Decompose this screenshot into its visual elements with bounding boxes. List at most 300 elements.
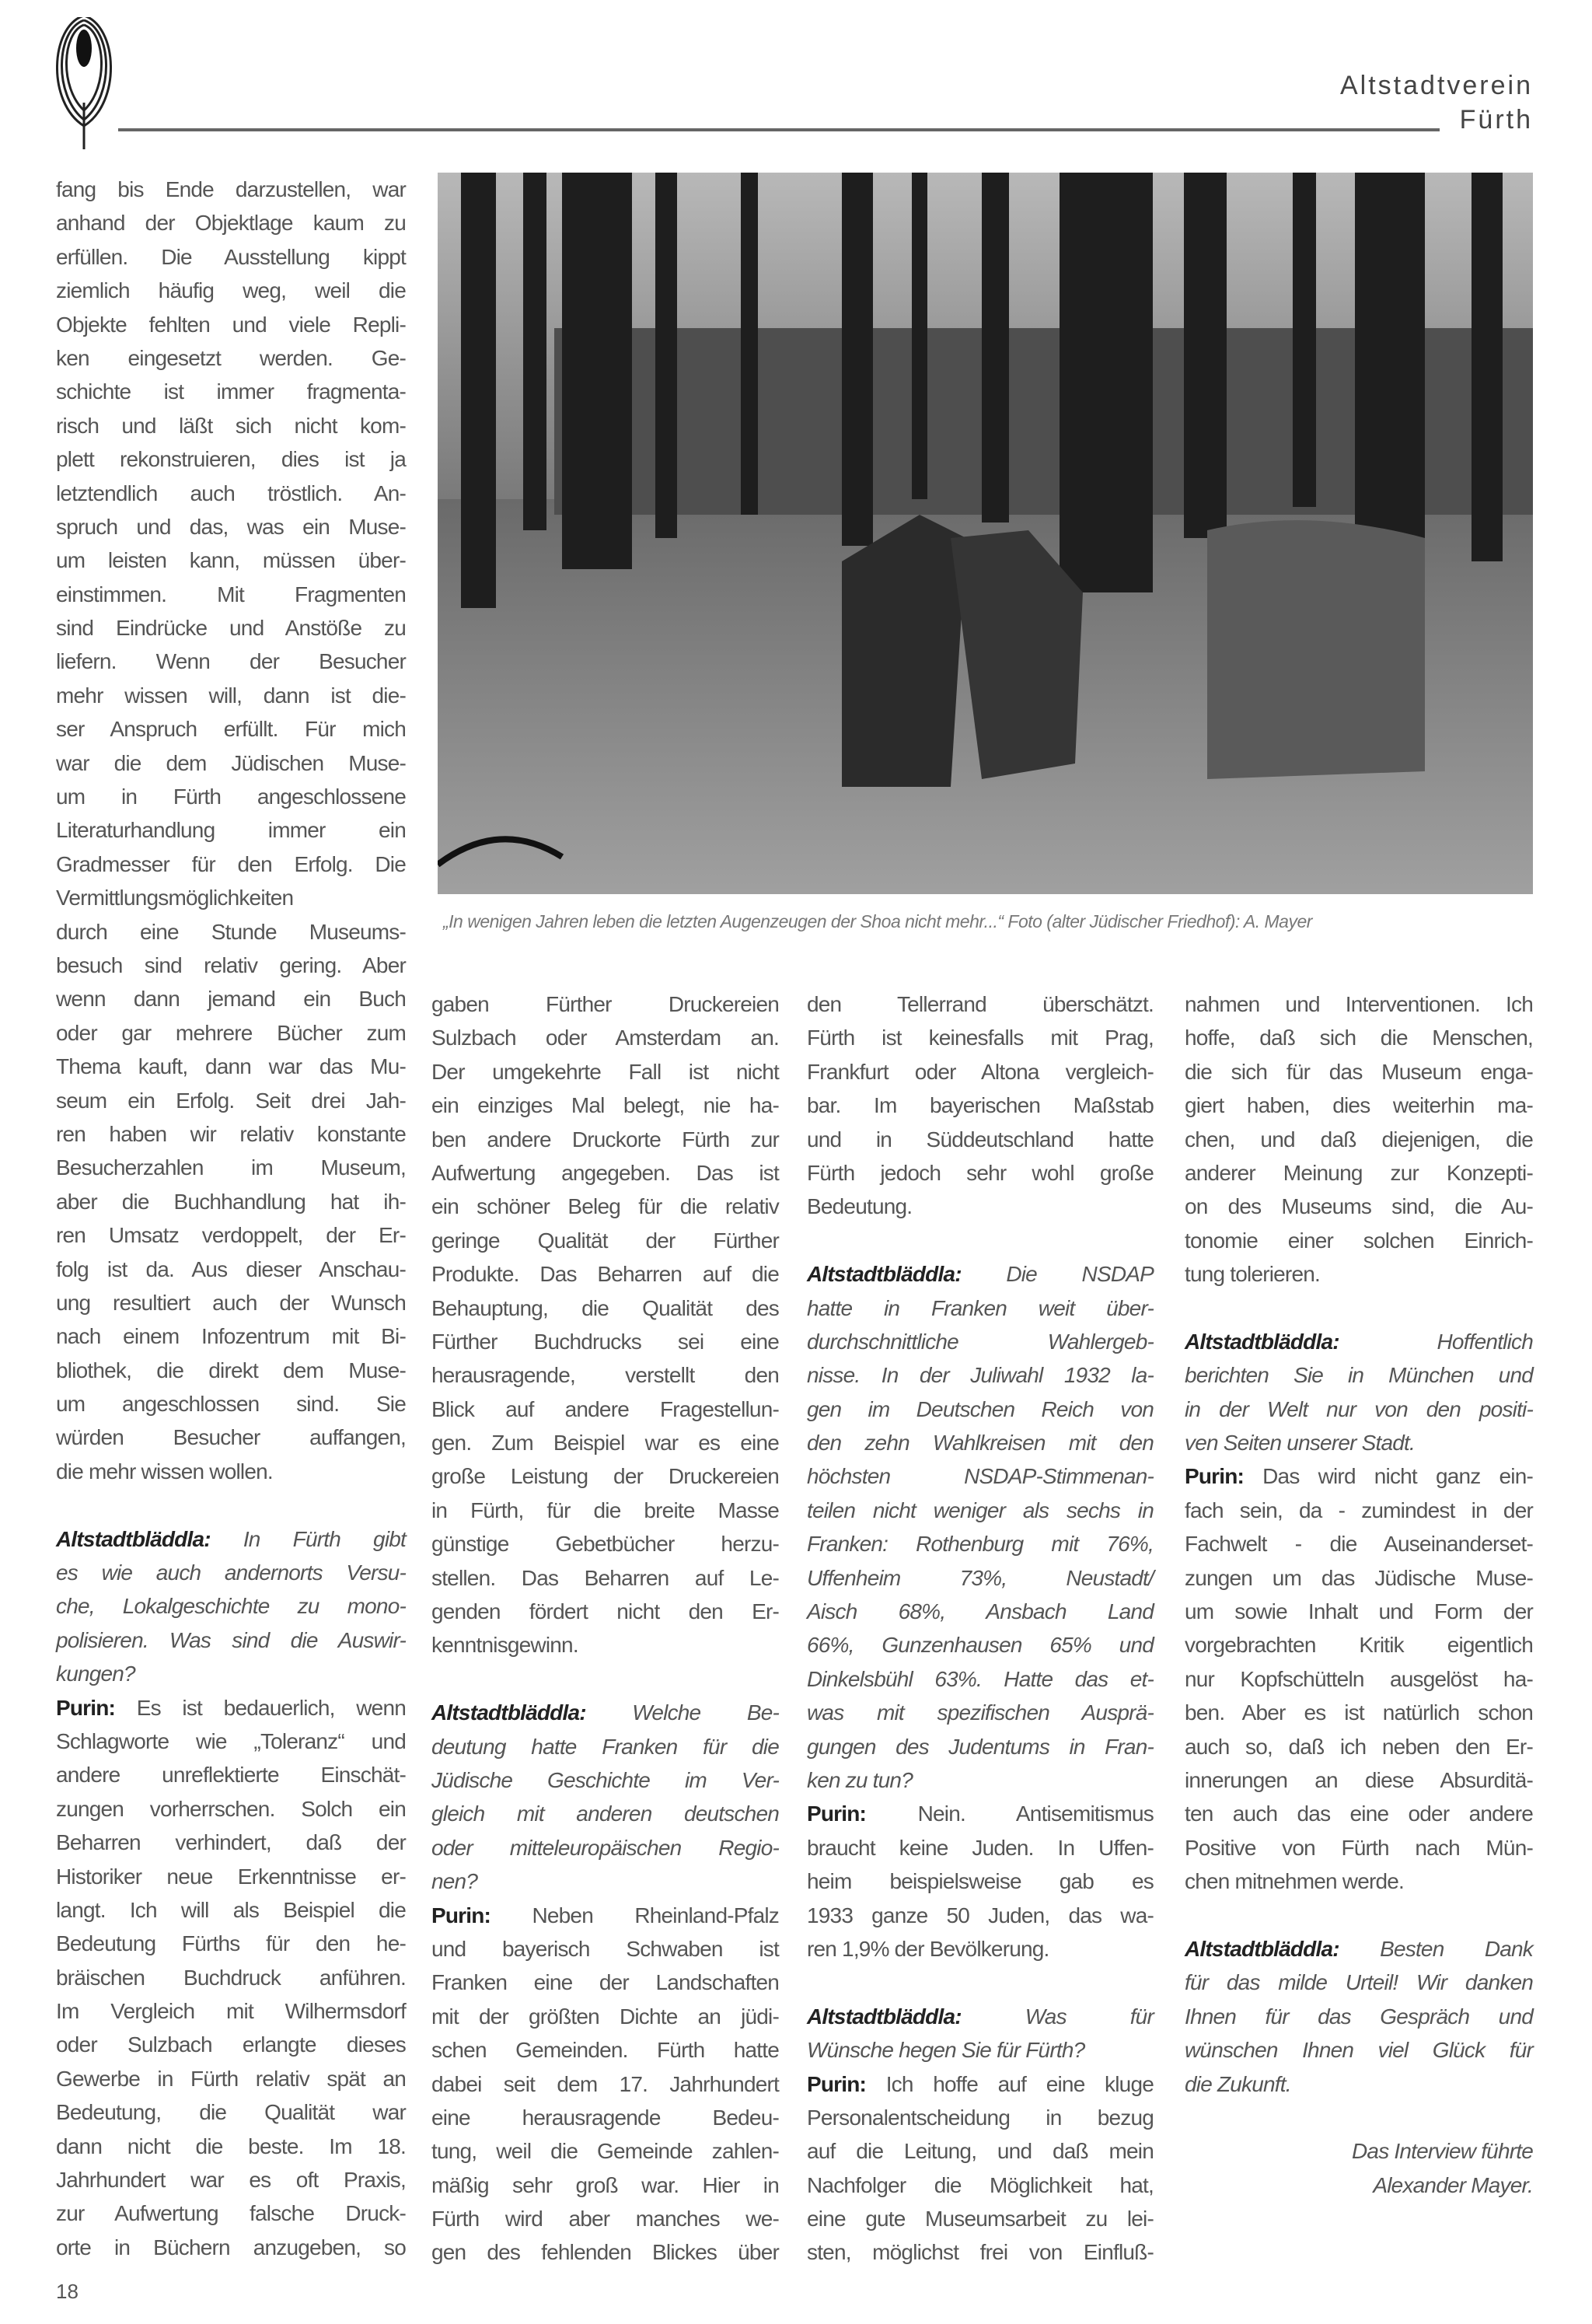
- line-text: bräischen Buchdruck anführen.: [56, 1965, 406, 1990]
- line-text: nur Kopfschütteln ausgelöst ha-: [1185, 1666, 1533, 1691]
- text-line: [1185, 1224, 1533, 1257]
- line-text: gen. Zum Beispiel war es eine: [431, 1431, 779, 1456]
- line-text: und in Süddeutschland hatte: [807, 1127, 1154, 1152]
- text-line: [56, 1016, 406, 1050]
- line-text: nen?: [431, 1869, 478, 1894]
- line-text: bliothek, die direkt dem Muse-: [56, 1358, 406, 1382]
- text-line: [56, 949, 406, 982]
- text-line: [431, 1021, 779, 1054]
- text-line: [807, 1864, 1154, 1898]
- line-text: Personalentscheidung in bezug: [807, 2105, 1154, 2130]
- photo-caption: „In wenigen Jahren leben die letzten Augenzeugen der Shoa nicht mehr...“ Foto (alter Jüdischer Friedhof): A. Mayer: [443, 911, 1312, 931]
- line-text: Nachfolger die Möglichkeit hat,: [807, 2172, 1154, 2197]
- interview-credit: [1185, 2134, 1533, 2202]
- line-text: Das Interview führte: [1352, 2139, 1533, 2164]
- text-line: [431, 1426, 779, 1459]
- interviewer-label: Altstadtbläddla:: [56, 1526, 243, 1551]
- interview-answer: [807, 2067, 1154, 2270]
- text-line: [807, 2067, 1154, 2101]
- text-line: [56, 2231, 406, 2264]
- cemetery-photo: [438, 173, 1533, 894]
- line-text: hatte in Franken weit über-: [807, 1295, 1154, 1320]
- line-text: kungen?: [56, 1662, 135, 1686]
- line-text: gen im Deutschen Reich von: [807, 1396, 1154, 1421]
- text-line: [1185, 1595, 1533, 1628]
- text-line: [56, 1421, 406, 1454]
- line-text: oder Sulzbach erlangte dieses: [56, 2032, 406, 2057]
- line-text: Franken: Rothenburg mit 76%,: [807, 1532, 1154, 1557]
- line-text: mit der größten Dichte an jüdi-: [431, 2004, 779, 2029]
- line-text: den zehn Wahlkreisen mit den: [807, 1431, 1154, 1456]
- line-text: höchsten NSDAP-Stimmenan-: [807, 1464, 1154, 1489]
- text-line: [56, 1151, 406, 1184]
- line-text: 66%, Gunzenhausen 65% und: [807, 1633, 1154, 1658]
- text-line: [807, 1662, 1154, 1696]
- line-text: Besten Dank: [1380, 1936, 1533, 1961]
- line-text: den Tellerrand überschätzt.: [807, 992, 1154, 1016]
- line-text: plett rekonstruieren, dies ist ja: [56, 447, 406, 472]
- line-text: gleich mit anderen deutschen: [431, 1802, 779, 1826]
- page-number: 18: [56, 2280, 79, 2303]
- interview-question: [1185, 1932, 1533, 2101]
- text-line: [431, 2000, 779, 2033]
- line-text: Beharren verhindert, daß der: [56, 1830, 406, 1855]
- line-text: Jahrhundert war es oft Praxis,: [56, 2168, 406, 2193]
- text-line: [1185, 1561, 1533, 1595]
- line-text: chen, und daß diejenigen, die: [1185, 1127, 1533, 1152]
- text-line: [56, 1253, 406, 1286]
- line-text: fach sein, da - zumindest in der: [1185, 1497, 1533, 1522]
- interview-question: [807, 1257, 1154, 1797]
- text-line: [56, 915, 406, 949]
- interview-answer: [807, 987, 1154, 1224]
- text-line: [431, 987, 779, 1021]
- line-text: zungen vorherrschen. Solch ein: [56, 1796, 406, 1821]
- text-line: [807, 1797, 1154, 1830]
- line-text: giert haben, dies weiterhin ma-: [1185, 1093, 1533, 1118]
- line-text: ten auch das eine oder andere: [1185, 1802, 1533, 1826]
- text-line: [56, 1589, 406, 1623]
- line-text: sind Eindrücke und Anstöße zu: [56, 616, 406, 641]
- text-line: [807, 1696, 1154, 1729]
- line-text: Blick auf andere Fragestellun-: [431, 1396, 779, 1421]
- line-text: Das wird nicht ganz ein-: [1262, 1464, 1534, 1489]
- line-text: dann nicht die beste. Im 18.: [56, 2134, 406, 2158]
- line-text: braucht keine Juden. In Uffen-: [807, 1835, 1154, 1860]
- line-text: Im Vergleich mit Wilhermsdorf: [56, 1999, 406, 2024]
- altstadtverein-logo: [56, 17, 161, 165]
- text-line: [56, 2095, 406, 2129]
- line-text: Ihnen für das Gespräch und: [1185, 2004, 1533, 2029]
- text-line: [56, 1050, 406, 1083]
- text-line: [56, 780, 406, 813]
- line-text: günstige Gebetbücher herzu-: [431, 1532, 779, 1557]
- text-line: [807, 2101, 1154, 2134]
- text-line: [1185, 1966, 1533, 1999]
- line-text: herausragende, verstellt den: [431, 1363, 779, 1388]
- text-line: [431, 1459, 779, 1493]
- text-line: [431, 2168, 779, 2202]
- line-text: andere unreflektierte Einschät-: [56, 1763, 406, 1788]
- line-text: ven Seiten unserer Stadt.: [1185, 1431, 1415, 1456]
- text-line: [807, 2134, 1154, 2168]
- line-text: die mehr wissen wollen.: [56, 1459, 273, 1484]
- line-text: ben. Aber es ist natürlich schon: [1185, 1700, 1533, 1725]
- line-text: berichten Sie in München und: [1185, 1363, 1533, 1388]
- line-text: Behauptung, die Qualität des: [431, 1295, 779, 1320]
- text-line: [431, 1864, 779, 1898]
- text-line: [56, 881, 406, 914]
- text-line: [807, 1527, 1154, 1560]
- text-line: [1185, 1932, 1533, 1966]
- text-line: [56, 1556, 406, 1589]
- text-line: [56, 1354, 406, 1387]
- text-line: [56, 1319, 406, 1353]
- text-line: [431, 2134, 779, 2168]
- line-text: ein schöner Beleg für die relativ: [431, 1194, 779, 1219]
- text-line: [56, 712, 406, 746]
- text-line: [807, 1089, 1154, 1122]
- text-line: [1185, 1123, 1533, 1156]
- line-text: mäßig sehr groß war. Hier in: [431, 2172, 779, 2197]
- text-line: [1185, 1730, 1533, 1763]
- text-line: [807, 1325, 1154, 1358]
- line-text: Frankfurt oder Altona vergleich-: [807, 1059, 1154, 1084]
- line-text: besuch sind relativ gering. Aber: [56, 952, 406, 977]
- line-text: Was für: [1025, 2004, 1154, 2029]
- text-line: [56, 1893, 406, 1927]
- text-line: [56, 274, 406, 307]
- text-line: [431, 1325, 779, 1358]
- line-text: Vermittlungsmöglichkeiten: [56, 886, 294, 910]
- line-text: ung resultiert auch der Wunsch: [56, 1290, 406, 1315]
- line-text: Neben Rheinland-Pfalz: [532, 1903, 779, 1927]
- line-text: erfüllen. Die Ausstellung kippt: [56, 244, 406, 269]
- text-line: [56, 409, 406, 442]
- text-line: [1185, 1426, 1533, 1459]
- text-line: [431, 1932, 779, 1966]
- text-line: [56, 1961, 406, 1994]
- text-line: [431, 1224, 779, 1257]
- line-text: Bedeutung Fürths für den he-: [56, 1931, 406, 1956]
- line-text: es wie auch andernorts Versu-: [56, 1560, 406, 1585]
- line-text: Objekte fehlten und viele Repli-: [56, 312, 406, 337]
- text-line: [807, 1257, 1154, 1291]
- line-text: und bayerisch Schwaben ist: [431, 1936, 779, 1961]
- text-line: [56, 1286, 406, 1319]
- line-text: eine gute Museumsarbeit zu lei-: [807, 2207, 1154, 2231]
- line-text: letztendlich auch tröstlich. An-: [56, 481, 406, 505]
- line-text: 1933 ganze 50 Juden, das wa-: [807, 1903, 1154, 1927]
- text-line: [431, 1730, 779, 1763]
- interview-question: [431, 1696, 779, 1898]
- line-text: war die dem Jüdischen Muse-: [56, 750, 406, 775]
- text-line: [431, 1190, 779, 1223]
- line-text: zur Aufwertung falsche Druck-: [56, 2201, 406, 2226]
- line-text: Alexander Mayer.: [1373, 2172, 1533, 2197]
- text-line: [807, 1358, 1154, 1392]
- text-line: [807, 2202, 1154, 2235]
- line-text: teilen nicht weniger als sechs in: [807, 1497, 1154, 1522]
- text-line: [431, 1561, 779, 1595]
- text-line: [807, 1628, 1154, 1662]
- line-text: dabei seit dem 17. Jahrhundert: [431, 2071, 779, 2096]
- text-line: [56, 1185, 406, 1218]
- text-line: [807, 1595, 1154, 1628]
- text-line: [807, 2168, 1154, 2202]
- text-line: [56, 341, 406, 375]
- line-text: Literaturhandlung immer ein: [56, 818, 406, 843]
- text-line: [431, 2235, 779, 2269]
- text-line: [1185, 2000, 1533, 2033]
- interviewer-label: Altstadtbläddla:: [1185, 1936, 1381, 1961]
- text-line: [431, 2033, 779, 2067]
- line-text: orte in Büchern anzugeben, so: [56, 2235, 406, 2259]
- line-text: um sowie Inhalt und Form der: [1185, 1599, 1533, 1624]
- text-line: [1185, 1494, 1533, 1527]
- text-line: [807, 2033, 1154, 2067]
- line-text: polisieren. Was sind die Auswir-: [56, 1627, 406, 1652]
- text-line: [56, 982, 406, 1015]
- text-line: [807, 1156, 1154, 1190]
- text-line: [1185, 1089, 1533, 1122]
- interview-answer: [431, 1899, 779, 2270]
- text-line: [431, 1358, 779, 1392]
- line-text: wünschen Ihnen viel Glück für: [1185, 2038, 1533, 2063]
- text-line: [807, 2235, 1154, 2269]
- line-text: ziemlich häufig weg, weil die: [56, 278, 406, 303]
- line-text: vorgebrachten Kritik eigentlich: [1185, 1633, 1533, 1658]
- publisher-line-2: Fürth: [1459, 105, 1533, 135]
- text-line: [1185, 2168, 1533, 2202]
- text-line: [807, 1123, 1154, 1156]
- text-line: [807, 1055, 1154, 1089]
- text-line: [431, 1899, 779, 1932]
- text-line: [56, 1792, 406, 1826]
- line-text: würden Besucher auffangen,: [56, 1425, 406, 1450]
- line-text: geringe Qualität der Fürther: [431, 1228, 779, 1253]
- line-text: gungen des Judentums in Fran-: [807, 1734, 1154, 1759]
- line-text: Fürth wird aber manches we-: [431, 2207, 779, 2231]
- interviewer-label: Altstadtbläddla:: [1185, 1329, 1437, 1354]
- line-text: Aufwertung angegeben. Das ist: [431, 1160, 779, 1185]
- line-text: ken eingesetzt werden. Ge-: [56, 345, 406, 370]
- text-line: [807, 1291, 1154, 1325]
- line-text: große Leistung der Druckereien: [431, 1464, 779, 1489]
- text-line: [56, 578, 406, 611]
- text-column-3: [807, 987, 1154, 2303]
- interviewer-label: Altstadtbläddla:: [807, 1262, 1007, 1287]
- publisher-line-1: Altstadtverein: [1340, 71, 1533, 100]
- line-text: Fürther Buchdrucks sei eine: [431, 1329, 779, 1354]
- text-line: [56, 240, 406, 274]
- text-line: [1185, 1797, 1533, 1830]
- text-line: [56, 510, 406, 543]
- line-text: deutung hatte Franken für die: [431, 1734, 779, 1759]
- text-line: [807, 1932, 1154, 1966]
- text-line: [807, 1459, 1154, 1493]
- line-text: Gewerbe in Fürth relativ spät an: [56, 2066, 406, 2091]
- text-line: [1185, 2067, 1533, 2101]
- line-text: Schlagworte wie „Toleranz“ und: [56, 1728, 406, 1753]
- line-text: bar. Im bayerischen Maßstab: [807, 1093, 1154, 1118]
- text-line: [1185, 1055, 1533, 1089]
- line-text: Jüdische Geschichte im Ver-: [431, 1767, 779, 1792]
- text-line: [431, 1628, 779, 1662]
- line-text: folg ist da. Aus dieser Anschau-: [56, 1256, 406, 1281]
- text-line: [431, 1763, 779, 1797]
- line-text: ser Anspruch erfüllt. Für mich: [56, 717, 406, 742]
- publisher-name: [1340, 68, 1533, 137]
- text-line: [56, 2062, 406, 2095]
- text-line: [56, 206, 406, 239]
- speaker-label: Purin:: [807, 1802, 918, 1826]
- text-line: [56, 2028, 406, 2061]
- speaker-label: Purin:: [56, 1695, 137, 1720]
- text-column-4: [1185, 987, 1533, 2235]
- line-text: in Fürth, für die breite Masse: [431, 1497, 779, 1522]
- line-text: innerungen an diese Absurditä-: [1185, 1767, 1533, 1792]
- line-text: zungen um das Jüdische Muse-: [1185, 1565, 1533, 1590]
- text-line: [56, 2196, 406, 2230]
- line-text: risch und läßt sich nicht kom-: [56, 413, 406, 438]
- line-text: nahmen und Interventionen. Ich: [1185, 992, 1533, 1016]
- line-text: auf die Leitung, und daß mein: [807, 2139, 1154, 2164]
- text-line: [807, 1899, 1154, 1932]
- text-line: [807, 1393, 1154, 1426]
- text-line: [1185, 1864, 1533, 1898]
- line-text: wenn dann jemand ein Buch: [56, 987, 406, 1012]
- line-text: was mit spezifischen Ausprä-: [807, 1700, 1154, 1725]
- text-line: [431, 2101, 779, 2134]
- text-line: [56, 1826, 406, 1859]
- text-line: [431, 1595, 779, 1628]
- line-text: Welche Be-: [632, 1700, 779, 1725]
- line-text: Positive von Fürth nach Mün-: [1185, 1835, 1533, 1860]
- line-text: durchschnittliche Wahlergeb-: [807, 1329, 1154, 1354]
- text-line: [56, 1691, 406, 1725]
- text-line: [1185, 1696, 1533, 1729]
- line-text: oder gar mehrere Bücher zum: [56, 1020, 406, 1045]
- text-line: [1185, 1763, 1533, 1797]
- text-line: [56, 813, 406, 847]
- line-text: heim beispielsweise gab es: [807, 1869, 1154, 1894]
- text-column-1: [56, 173, 406, 2298]
- text-line: [56, 1758, 406, 1791]
- line-text: ren haben wir relativ konstante: [56, 1121, 406, 1146]
- text-line: [431, 1527, 779, 1560]
- interview-question: [56, 1522, 406, 1691]
- line-text: anhand der Objektlage kaum zu: [56, 211, 406, 236]
- text-line: [56, 543, 406, 577]
- line-text: Historiker neue Erkenntnisse er-: [56, 1864, 406, 1889]
- line-text: schichte ist immer fragmenta-: [56, 379, 406, 404]
- line-text: gaben Fürther Druckereien: [431, 992, 779, 1016]
- text-column-2: [431, 987, 779, 2303]
- line-text: um angeschlossen sind. Sie: [56, 1392, 406, 1417]
- line-text: In Fürth gibt: [243, 1526, 406, 1551]
- text-line: [56, 1084, 406, 1117]
- text-line: [431, 1089, 779, 1122]
- line-text: genden fördert nicht den Er-: [431, 1599, 779, 1624]
- line-text: Aisch 68%, Ansbach Land: [807, 1599, 1154, 1624]
- speaker-label: Purin:: [807, 2071, 886, 2096]
- text-line: [56, 1387, 406, 1421]
- text-line: [807, 1763, 1154, 1797]
- text-line: [56, 173, 406, 206]
- text-line: [1185, 1628, 1533, 1662]
- line-text: tung, weil die Gemeinde zahlen-: [431, 2139, 779, 2164]
- line-text: in der Welt nur von den positi-: [1185, 1396, 1533, 1421]
- text-line: [431, 1156, 779, 1190]
- line-text: oder mitteleuropäischen Regio-: [431, 1835, 779, 1860]
- line-text: nisse. In der Juliwahl 1932 la-: [807, 1363, 1154, 1388]
- line-text: Produkte. Das Beharren auf die: [431, 1262, 779, 1287]
- line-text: Fürth ist keinesfalls mit Prag,: [807, 1026, 1154, 1050]
- line-text: aber die Buchhandlung hat ih-: [56, 1189, 406, 1214]
- line-text: Gradmesser für den Erfolg. Die: [56, 851, 406, 876]
- text-line: [1185, 1021, 1533, 1054]
- line-text: kenntnisgewinn.: [431, 1633, 578, 1658]
- text-line: [56, 442, 406, 476]
- text-line: [807, 987, 1154, 1021]
- text-line: [56, 477, 406, 510]
- text-line: [807, 1190, 1154, 1223]
- text-line: [431, 1696, 779, 1729]
- line-text: mehr wissen will, dann ist die-: [56, 683, 406, 708]
- line-text: sten, möglichst frei von Einfluß-: [807, 2240, 1154, 2265]
- text-line: [1185, 1459, 1533, 1493]
- text-line: [1185, 1358, 1533, 1392]
- line-text: ren 1,9% der Bevölkerung.: [807, 1936, 1049, 1961]
- text-line: [1185, 1527, 1533, 1560]
- text-line: [1185, 1831, 1533, 1864]
- text-line: [431, 2202, 779, 2235]
- line-text: die Zukunft.: [1185, 2071, 1291, 2096]
- text-line: [431, 1055, 779, 1089]
- text-line: [56, 1994, 406, 2028]
- line-text: Bedeutung, die Qualität war: [56, 2100, 406, 2125]
- interviewer-label: Altstadtbläddla:: [431, 1700, 633, 1725]
- line-text: schen Gemeinden. Fürth hatte: [431, 2038, 779, 2063]
- line-text: fang bis Ende darzustellen, war: [56, 177, 406, 201]
- text-line: [56, 308, 406, 341]
- line-text: stellen. Das Beharren auf Le-: [431, 1565, 779, 1590]
- line-text: liefern. Wenn der Besucher: [56, 649, 406, 674]
- line-text: durch eine Stunde Museums-: [56, 919, 406, 944]
- line-text: ein einziges Mal belegt, nie ha-: [431, 1093, 779, 1118]
- speaker-label: Purin:: [1185, 1464, 1263, 1489]
- line-text: Bedeutung.: [807, 1194, 913, 1219]
- line-text: langt. Ich will als Beispiel die: [56, 1897, 406, 1922]
- text-line: [1185, 1257, 1533, 1291]
- line-text: um in Fürth angeschlossene: [56, 785, 406, 809]
- interview-answer: [56, 1691, 406, 2265]
- text-line: [807, 1021, 1154, 1054]
- line-text: Hoffentlich: [1437, 1329, 1533, 1354]
- interview-question: [807, 2000, 1154, 2067]
- text-line: [56, 645, 406, 678]
- interview-question: [1185, 1325, 1533, 1460]
- text-line: [1185, 1393, 1533, 1426]
- text-line: [56, 1860, 406, 1893]
- line-text: chen mitnehmen werde.: [1185, 1869, 1405, 1894]
- text-line: [807, 1831, 1154, 1864]
- text-line: [56, 679, 406, 712]
- line-text: anderer Meinung zur Konzepti-: [1185, 1160, 1533, 1185]
- text-line: [807, 1494, 1154, 1527]
- line-text: für das milde Urteil! Wir danken: [1185, 1970, 1533, 1995]
